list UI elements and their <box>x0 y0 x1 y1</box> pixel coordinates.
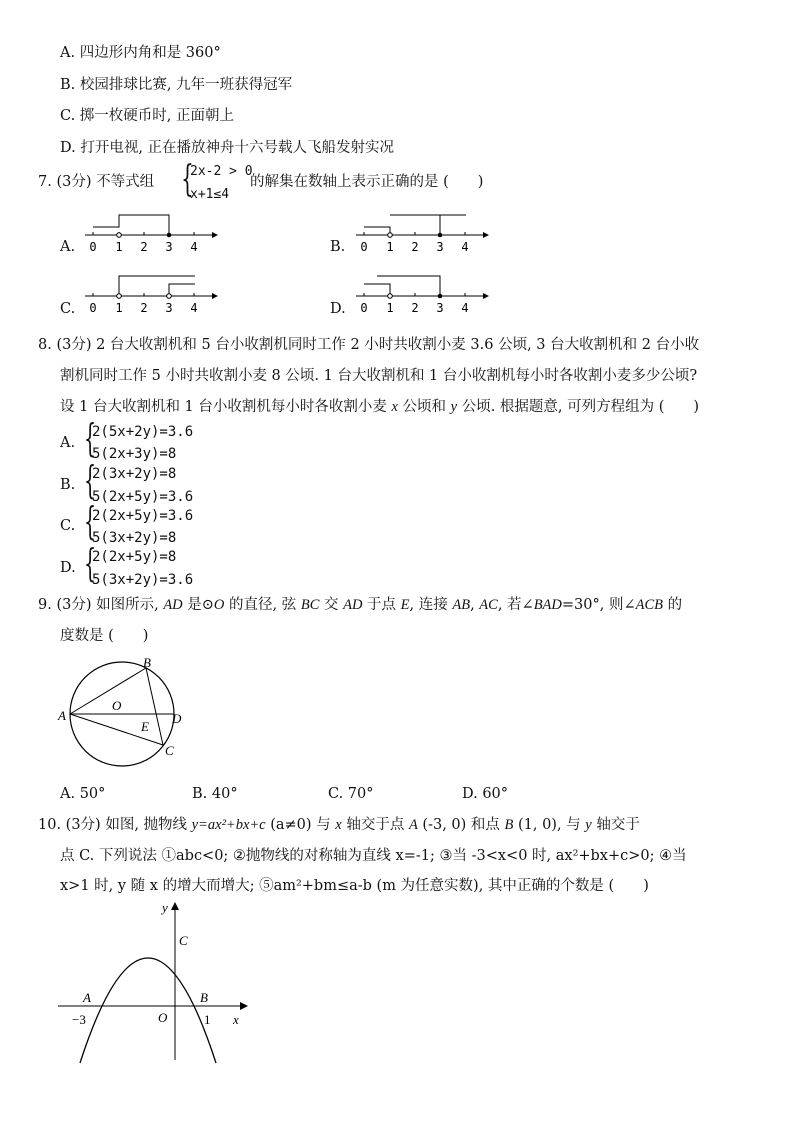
q9-circle-figure <box>52 655 192 770</box>
q9-option-c: C. 70° <box>328 786 374 802</box>
tick-4: 4 <box>190 301 198 315</box>
tick-2: 2 <box>140 240 148 254</box>
axis-label-x: x <box>233 1012 239 1027</box>
label-c: C <box>165 743 174 758</box>
q8-option-c-brace: { <box>84 499 97 543</box>
tick-1: 1 <box>386 301 394 315</box>
tick-2: 2 <box>411 301 419 315</box>
q7-option-c-label: C. <box>60 301 76 317</box>
tick-0: 0 <box>89 301 97 315</box>
tick-4: 4 <box>461 301 469 315</box>
tick-0: 0 <box>360 301 368 315</box>
q8-option-a-label: A. <box>60 435 76 451</box>
q7-stem-suffix: 的解集在数轴上表示正确的是 ( ) <box>250 174 484 190</box>
q7-number-line-d <box>351 266 491 316</box>
label-a: A <box>83 990 91 1005</box>
label-o: O <box>112 698 122 713</box>
q9-stem-line-1: 9. (3分) 如图所示, AD 是⊙O 的直径, 弦 BC 交 AD 于点 E, 连接 AB, AC, 若∠BAD=30°, 则∠ACB 的 <box>38 597 683 613</box>
q8-option-b-label: B. <box>60 477 76 493</box>
tick-3: 3 <box>436 301 444 315</box>
tick-3: 3 <box>165 301 173 315</box>
q7-inequality-2: x+1≤4 <box>190 187 230 202</box>
q7-stem-prefix: 7. (3分) 不等式组 <box>38 174 155 190</box>
q10-parabola-figure <box>50 898 260 1068</box>
q6-option-d: D. 打开电视, 正在播放神舟十六号载人飞船发射实况 <box>60 140 395 156</box>
q8-option-a-eq1: 2(5x+2y)=3.6 <box>92 424 194 440</box>
q7-inequality-1: 2x-2 > 0 <box>190 164 253 179</box>
q8-stem-line-2: 割机同时工作 5 小时共收割小麦 8 公顷. 1 台大收割机和 1 台小收割机每小时各收割小麦多少公顷? <box>60 368 698 384</box>
q10-stem-line-3: x>1 时, y 随 x 的增大而增大; ⑤am²+bm≤a-b (m 为任意实数), 其中正确的个数是 ( ) <box>60 878 649 894</box>
label-c: C <box>179 933 188 948</box>
q9-option-b: B. 40° <box>192 786 238 802</box>
label-neg3: −3 <box>72 1012 86 1027</box>
q7-option-d-label: D. <box>330 301 346 317</box>
q6-option-c: C. 掷一枚硬币时, 正面朝上 <box>60 108 235 124</box>
tick-2: 2 <box>411 240 419 254</box>
tick-4: 4 <box>190 240 198 254</box>
q8-option-d-brace: { <box>84 541 97 585</box>
label-o: O <box>158 1010 168 1025</box>
q8-option-c-eq1: 2(2x+5y)=3.6 <box>92 508 194 524</box>
q8-stem-line-3: 设 1 台大收割机和 1 台小收割机每小时各收割小麦 x 公顷和 y 公顷. 根据题意, 可列方程组为 ( ) <box>60 399 700 415</box>
q10-stem-line-1: 10. (3分) 如图, 抛物线 y=ax²+bx+c (a≠0) 与 x 轴交于点 A (-3, 0) 和点 B (1, 0), 与 y 轴交于 <box>38 817 640 833</box>
q8-option-c-eq2: 5(3x+2y)=8 <box>92 530 177 546</box>
label-b: B <box>143 655 151 670</box>
q8-option-b-eq2: 5(2x+5y)=3.6 <box>92 489 194 505</box>
q6-option-a: A. 四边形内角和是 360° <box>60 45 221 61</box>
q8-stem-line-1: 8. (3分) 2 台大收割机和 5 台小收割机同时工作 2 小时共收割小麦 3.6 公顷, 3 台大收割机和 2 台小收 <box>38 337 700 353</box>
q8-option-d-eq2: 5(3x+2y)=3.6 <box>92 572 194 588</box>
q8-option-d-label: D. <box>60 560 76 576</box>
q9-option-a: A. 50° <box>60 786 106 802</box>
label-one: 1 <box>204 1012 211 1027</box>
tick-3: 3 <box>165 240 173 254</box>
tick-3: 3 <box>436 240 444 254</box>
q8-option-d-eq1: 2(2x+5y)=8 <box>92 549 177 565</box>
q10-stem-line-2: 点 C. 下列说法 ①abc<0; ②抛物线的对称轴为直线 x=-1; ③当 -3<x<0 时, ax²+bx+c>0; ④当 <box>60 848 687 864</box>
tick-0: 0 <box>360 240 368 254</box>
tick-1: 1 <box>386 240 394 254</box>
q7-number-line-c <box>80 266 220 316</box>
tick-1: 1 <box>115 301 123 315</box>
q7-number-line-b <box>351 205 491 255</box>
q7-brace: { <box>181 159 194 200</box>
q7-option-a-label: A. <box>60 239 76 255</box>
tick-2: 2 <box>140 301 148 315</box>
tick-1: 1 <box>115 240 123 254</box>
label-a: A <box>58 708 66 723</box>
q9-option-d: D. 60° <box>462 786 509 802</box>
q8-option-c-label: C. <box>60 518 76 534</box>
label-e: E <box>141 719 149 734</box>
q8-option-a-brace: { <box>84 416 97 460</box>
q6-option-b: B. 校园排球比赛, 九年一班获得冠军 <box>60 77 293 93</box>
q7-option-b-label: B. <box>330 239 346 255</box>
q7-number-line-a <box>80 205 220 255</box>
axis-label-y: y <box>162 900 168 915</box>
tick-4: 4 <box>461 240 469 254</box>
tick-0: 0 <box>89 240 97 254</box>
q8-option-b-eq1: 2(3x+2y)=8 <box>92 466 177 482</box>
label-d: D <box>172 711 182 726</box>
label-b: B <box>200 990 208 1005</box>
q9-stem-line-2: 度数是 ( ) <box>60 628 149 644</box>
q8-option-b-brace: { <box>84 458 97 502</box>
q8-option-a-eq2: 5(2x+3y)=8 <box>92 446 177 462</box>
